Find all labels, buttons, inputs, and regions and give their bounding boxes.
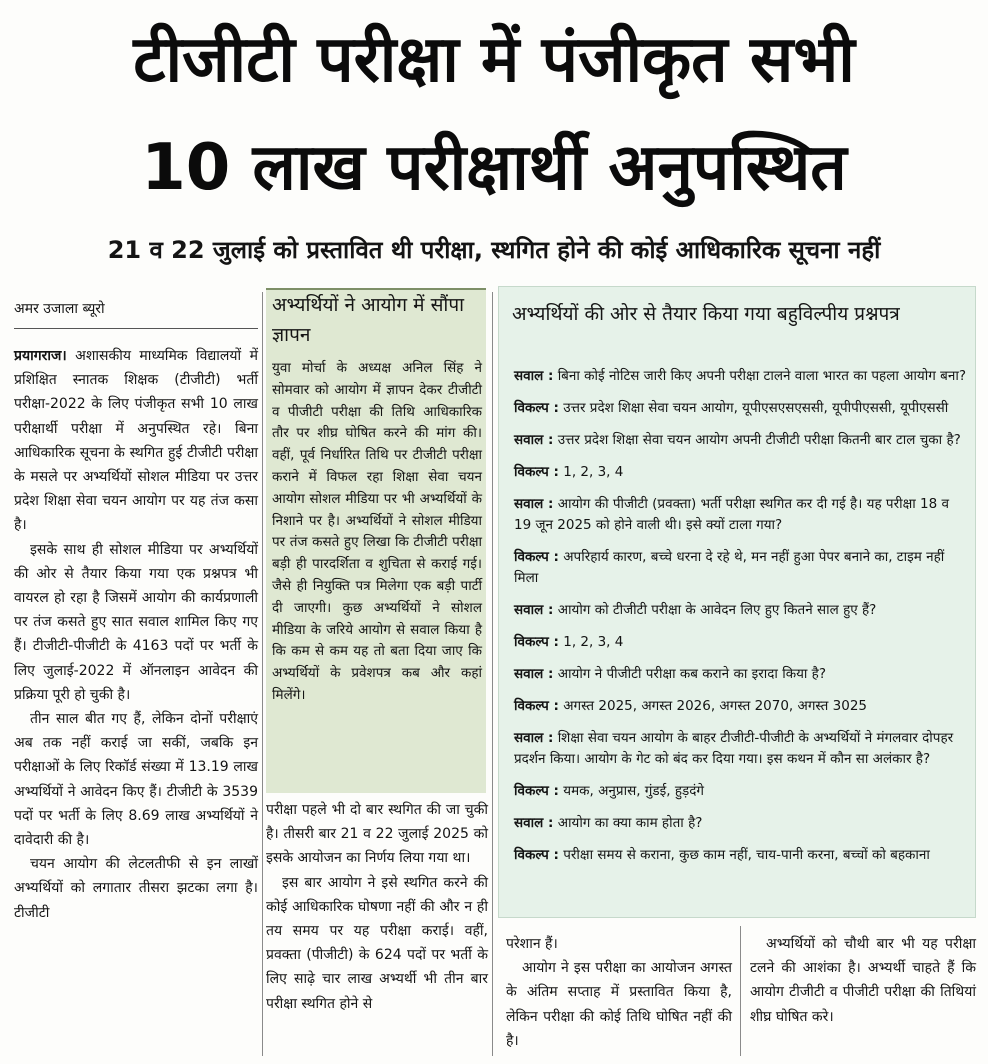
article-column-2 bbox=[266, 798, 488, 1016]
qa-item: सवाल : उत्तर प्रदेश शिक्षा सेवा चयन आयोग अपनी टीजीटी परीक्षा कितनी बार टाल चुका है? bbox=[514, 432, 961, 448]
subheadline: 21 व 22 जुलाई को प्रस्तावित थी परीक्षा, स्थगित होने की कोई आधिकारिक सूचना नहीं bbox=[107, 236, 881, 264]
article-column-3 bbox=[506, 932, 732, 1053]
question-paper-title: अभ्यर्थियों की ओर से तैयार किया गया बहुविल्पीय प्रश्नपत्र bbox=[512, 303, 900, 325]
article-column-1 bbox=[14, 344, 258, 925]
article-column-4 bbox=[750, 932, 976, 1029]
headline-line-2: 10 लाख परीक्षार्थी अनुपस्थित bbox=[141, 131, 847, 205]
qa-item: सवाल : आयोग ने पीजीटी परीक्षा कब कराने का इरादा किया है? bbox=[514, 666, 827, 682]
column-divider bbox=[492, 292, 493, 1056]
qa-item: विकल्प : यमक, अनुप्रास, गुंडई, हुड़दंगे bbox=[514, 783, 704, 799]
qa-item: सवाल : आयोग का क्या काम होता है? bbox=[514, 815, 703, 831]
col3-paragraph-2: आयोग ने इस परीक्षा का आयोजन अगस्त के अंतिम सप्ताह में प्रस्तावित किया है, लेकिन परीक्षा की कोई तिथि घोषित नहीं की है। bbox=[506, 960, 732, 1049]
byline: अमर उजाला ब्यूरो bbox=[14, 296, 258, 329]
column-divider bbox=[262, 292, 263, 1056]
qa-item: विकल्प : 1, 2, 3, 4 bbox=[514, 634, 624, 650]
col2-paragraph-2: इस बार आयोग ने इसे स्थगित करने की कोई आधिकारिक घोषणा नहीं की और न ही तय समय पर यह परीक्षा कराई। वहीं, प्रवक्ता (पीजीटी) के 624 पदों पर भर्ती के लिए साढ़े चार लाख अभ्यर्थी भी तीन बार परीक्षा स्थगित होने से bbox=[266, 874, 488, 1012]
qa-item: सवाल : शिक्षा सेवा चयन आयोग के बाहर टीजीटी-पीजीटी के अभ्यर्थियों ने मंगलवार दोपहर प्रदर्शन किया। आयोग के गेट को बंद कर दिया गया। इस कथन में कौन सा अलंकार है? bbox=[514, 730, 954, 767]
paragraph-4: चयन आयोग की लेटलतीफी से इन लाखों अभ्यर्थियों को लगातार तीसरा झटका लगा है। टीजीटी bbox=[14, 856, 258, 921]
paragraph-2: इसके साथ ही सोशल मीडिया पर अभ्यर्थियों की ओर से तैयार किया गया एक प्रश्नपत्र भी वायरल हो रहा है जिसमें आयोग की कार्यप्रणाली पर तंज कसते हुए सात सवाल शामिल किए गए हैं। टीजीटी-पीजीटी के 4163 पदों पर भर्ती के लिए जुलाई-2022 में ऑनलाइन आवेदन की प्रक्रिया पूरी हो चुकी है। bbox=[14, 541, 258, 703]
dateline: प्रयागराज। bbox=[14, 348, 67, 364]
qa-item: सवाल : बिना कोई नोटिस जारी किए अपनी परीक्षा टालने वाला भारत का पहला आयोग बना? bbox=[514, 368, 967, 384]
memorandum-box-title: अभ्यर्थियों ने आयोग में सौंपा ज्ञापन bbox=[272, 294, 465, 346]
col4-paragraph-1: अभ्यर्थियों को चौथी बार भी यह परीक्षा टलने की आशंका है। अभ्यर्थी चाहते हैं कि आयोग टीजीटी व पीजीटी परीक्षा की तिथियां शीघ्र घोषित करे। bbox=[750, 936, 976, 1025]
col2-paragraph-1: परीक्षा पहले भी दो बार स्थगित की जा चुकी है। तीसरी बार 21 व 22 जुलाई 2025 को इसके आयोजन का निर्णय लिया गया था। bbox=[266, 802, 488, 867]
qa-item: विकल्प : परीक्षा समय से कराना, कुछ काम नहीं, चाय-पानी करना, बच्चों को बहकाना bbox=[514, 847, 930, 863]
qa-item: विकल्प : अगस्त 2025, अगस्त 2026, अगस्त 2070, अगस्त 3025 bbox=[514, 698, 868, 714]
column-divider bbox=[740, 926, 741, 1056]
col3-paragraph-1: परेशान हैं। bbox=[506, 936, 558, 952]
qa-item: सवाल : आयोग की पीजीटी (प्रवक्ता) भर्ती परीक्षा स्थगित कर दी गई है। यह परीक्षा 18 व 19 जून 2025 को होने वाली थी। इसे क्यों टाला गया? bbox=[514, 496, 950, 533]
memorandum-box-body: युवा मोर्चा के अध्यक्ष अनिल सिंह ने सोमवार को आयोग में ज्ञापन देकर टीजीटी व पीजीटी परीक्षा की तिथि आधिकारिक तौर पर शीघ्र घोषित करने की मांग की। वहीं, पूर्व निर्धारित तिथि पर टीजीटी परीक्षा कराने में विफल रहा शिक्षा सेवा चयन आयोग सोशल मीडिया पर भी अभ्यर्थियों के निशाने पर है। अभ्यर्थियों ने सोशल मीडिया पर तंज कसते हुए लिखा कि टीजीटी परीक्षा बड़ी ही पारदर्शिता व शुचिता से कराई गई। जैसे ही नियुक्ति पत्र मिलेगा एक बड़ी पार्टी दी जाएगी। कुछ अभ्यर्थियों ने सोशल मीडिया के जरिये आयोग से सवाल किया है कि कम से कम यह तो बता दिया जाए कि अभ्यर्थियों के प्रवेशपत्र कब और कहां मिलेंगे। bbox=[272, 360, 482, 703]
paragraph-1: अशासकीय माध्यमिक विद्यालयों में प्रशिक्षित स्नातक शिक्षक (टीजीटी) भर्ती परीक्षा-2022 के लिए पंजीकृत सभी 10 लाख परीक्षार्थी परीक्षा में अनुपस्थित रहे। बिना आधिकारिक सूचना के स्थगित हुई टीजीटी परीक्षा के मसले पर अभ्यर्थियों सोशल मीडिया पर उत्तर प्रदेश शिक्षा सेवा चयन आयोग पर यह तंज कसा है। bbox=[14, 348, 258, 534]
qa-item: विकल्प : अपरिहार्य कारण, बच्चे धरना दे रहे थे, मन नहीं हुआ पेपर बनाने का, टाइम नहीं मिला bbox=[514, 549, 945, 586]
qa-item: विकल्प : 1, 2, 3, 4 bbox=[514, 464, 624, 480]
qa-item: विकल्प : उत्तर प्रदेश शिक्षा सेवा चयन आयोग, यूपीएसएसएससी, यूपीपीएससी, यूपीएससी bbox=[514, 400, 949, 416]
question-list bbox=[514, 366, 966, 877]
qa-item: सवाल : आयोग को टीजीटी परीक्षा के आवेदन लिए हुए कितने साल हुए हैं? bbox=[514, 602, 877, 618]
paragraph-3: तीन साल बीत गए हैं, लेकिन दोनों परीक्षाएं अब तक नहीं कराई जा सकीं, जबकि इन परीक्षाओं के लिए रिकॉर्ड संख्या में 13.19 लाख अभ्यर्थियों ने आवेदन किए हैं। टीजीटी के 3539 पदों पर भर्ती के लिए 8.69 लाख अभ्यर्थियों ने दावेदारी की है। bbox=[14, 711, 258, 849]
headline-line-1: टीजीटी परीक्षा में पंजीकृत सभी bbox=[133, 23, 855, 97]
